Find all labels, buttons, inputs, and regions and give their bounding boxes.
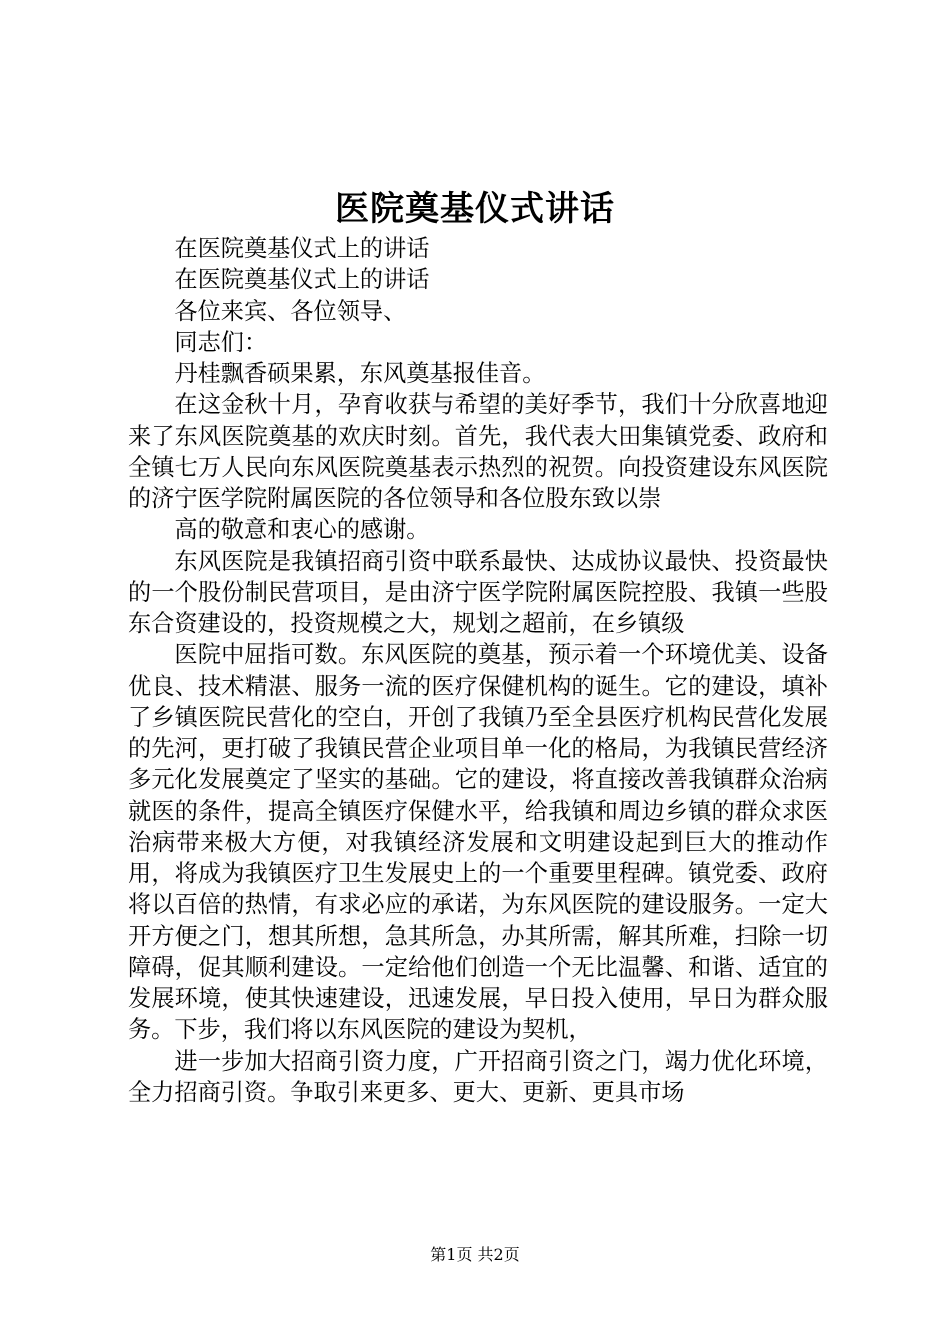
paragraph: 在医院奠基仪式上的讲话 [174,266,430,294]
document-title: 医院奠基仪式讲话 [335,189,615,229]
paragraph: 同志们： [174,328,268,356]
paragraph: 医院中屈指可数。东风医院的奠基，预示着一个环境优美、设备优良、技术精湛、服务一流的医疗保健机构的诞生。它的建设，填补了乡镇医院民营化的空白，开创了我镇乃至全县医疗机构民营化发展的先河，更打破了我镇民营企业项目单一化的格局，为我镇民营经济多元化发展奠定了坚实的基础。它的建设，将直接改善我镇群众治病就医的条件，提高全镇医疗保健水平，给我镇和周边乡镇的群众求医治病带来极大方便，对我镇经济发展和文明建设起到巨大的推动作用，将成为我镇医疗卫生发展史上的一个重要里程碑。镇党委、政府将以百倍的热情，有求必应的承诺，为东风医院的建设服务。一定大开方便之门，想其所想，急其所急，办其所需，解其所难，扫除一切障碍，促其顺利建设。一定给他们创造一个无比温馨、和谐、适宜的发展环境，使其快速建设，迅速发展，早日投入使用，早日为群众服务。下步，我们将以东风医院的建设为契机， [128,641,828,1044]
paragraph: 高的敬意和衷心的感谢。 [174,516,430,544]
paragraph: 在医院奠基仪式上的讲话 [174,235,430,262]
paragraph: 在这金秋十月，孕育收获与希望的美好季节，我们十分欣喜地迎来了东风医院奠基的欢庆时刻。首先，我代表大田集镇党委、政府和全镇七万人民向东风医院奠基表示热烈的祝贺。向投资建设东风医院的济宁医学院附属医院的各位领导和各位股东致以崇 [128,391,828,512]
paragraph: 东风医院是我镇招商引资中联系最快、达成协议最快、投资最快的一个股份制民营项目，是由济宁医学院附属医院控股、我镇一些股东合资建设的，投资规模之大，规划之超前，在乡镇级 [128,547,828,637]
page-footer: 第1页 共2页 [430,1245,520,1264]
paragraph: 各位来宾、各位领导、 [174,297,407,325]
paragraph: 进一步加大招商引资力度，广开招商引资之门，竭力优化环境，全力招商引资。争取引来更多、更大、更新、更具市场 [128,1047,828,1106]
paragraph: 丹桂飘香硕果累，东风奠基报佳音。 [174,360,546,387]
document-body [128,233,828,1108]
